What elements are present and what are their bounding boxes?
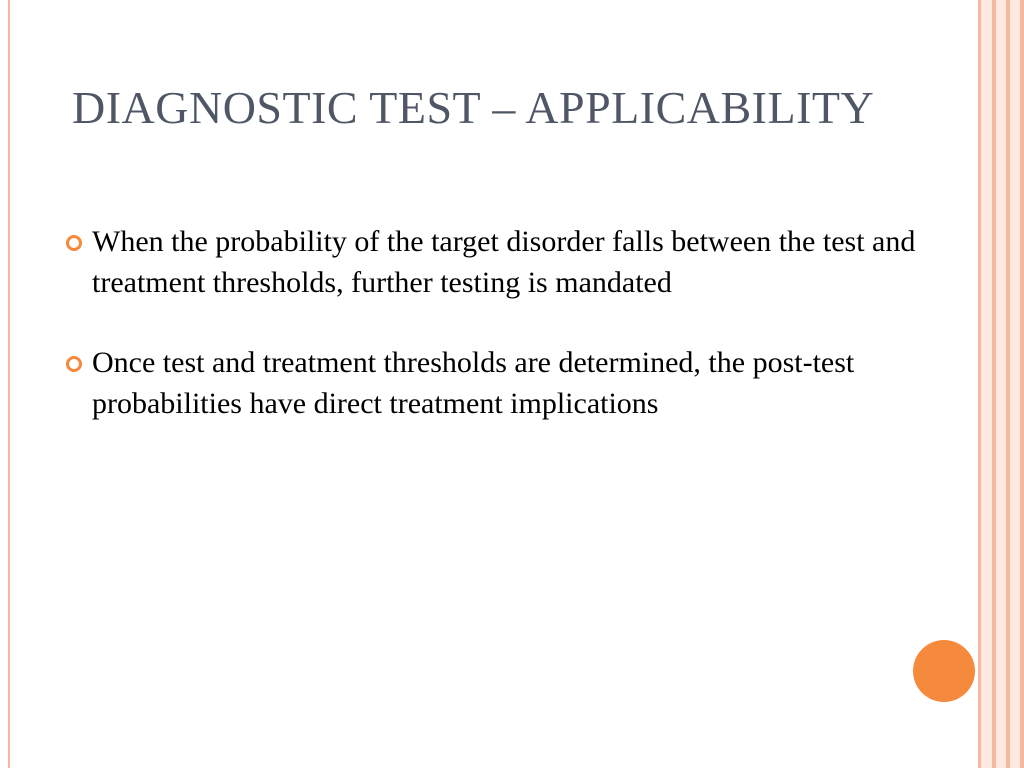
stripe [981,0,992,768]
stripe [996,0,1006,768]
stripe [1010,0,1020,768]
stripe [1020,0,1024,768]
bullet-list [66,222,926,464]
slide-title: DIAGNOSTIC TEST – APPLICABILITY [72,82,875,133]
right-decorative-stripes [978,0,1024,768]
bullet-item [66,222,926,303]
accent-circle [913,640,975,702]
bullet-item [66,343,926,424]
left-border-line [8,0,10,768]
bullet-text: Once test and treatment thresholds are determined, the post-test probabilities have direct treatment implications [92,346,855,420]
bullet-text: When the probability of the target disorder falls between the test and treatment thresholds, further testing is mandated [92,225,916,299]
ring-bullet-icon [66,235,82,251]
ring-bullet-icon [66,356,82,372]
